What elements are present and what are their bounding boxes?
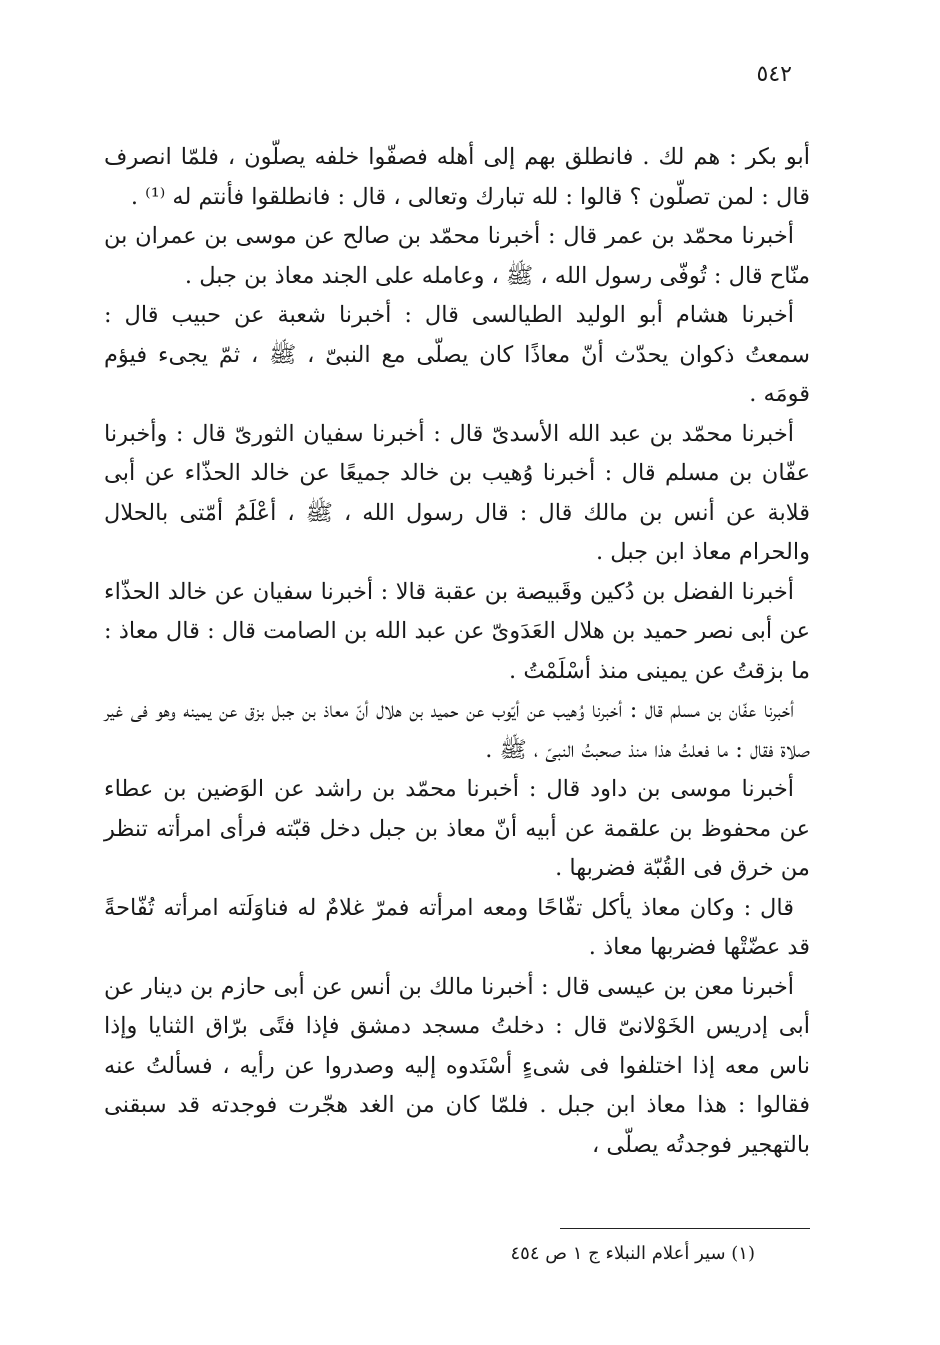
main-text <box>104 138 810 1165</box>
paragraph-1: أبو بكر : هم لك . فانطلق بهم إلى أهله فصفّوا خلفه يصلّون ، فلمّا انصرف قال : لمن تصلّون ؟ قالوا : لله تبارك وتعالى ، قال : فانطلقوا فأنتم له ⁽¹⁾ . <box>104 144 810 210</box>
paragraph-3: أخبرنا هشام أبو الوليد الطيالسى قال : أخبرنا شعبة عن حبيب قال : سمعتُ ذكوان يحدّث أنّ معاذًا كان يصلّى مع النبىّ ، ﷺ ، ثمّ يجىء فيؤم قومَه . <box>104 302 810 407</box>
paragraph-8: قال : وكان معاذ يأكل تفّاحًا ومعه امرأته فمرّ غلامٌ له فناوَلَته امرأته تُفّاحةً قد عضّتْها فضربها معاذ . <box>104 894 810 960</box>
footnote: (١) سير أعلام النبلاء ج ١ ص ٤٥٤ <box>510 1243 755 1264</box>
paragraph-2: أخبرنا محمّد بن عمر قال : أخبرنا محمّد بن صالح عن موسى بن عمران بن منّاح قال : تُوفّى رسول الله ، ﷺ ، وعامله على الجند معاذ بن جبل . <box>104 223 810 289</box>
paragraph-5: أخبرنا الفضل بن دُكين وقَبيصة بن عقبة قالا : أخبرنا سفيان عن خالد الحذّاء عن أبى نصر حميد بن هلال العَدَوىّ عن عبد الله بن الصامت قال : قال معاذ : ما بزقتُ عن يمينى منذ أسْلَمْتُ . <box>104 578 810 684</box>
footnote-divider <box>560 1228 810 1229</box>
paragraph-4: أخبرنا محمّد بن عبد الله الأسدىّ قال : أخبرنا سفيان الثورىّ قال : وأخبرنا عفّان بن مسلم قال : أخبرنا وُهيب بن خالد جميعًا عن خالد الحذّاء عن أبى قلابة عن أنس بن مالك قال : قال رسول الله ، ﷺ ، أعْلَمُ أمّتى بالحلال والحرام معاذ ابن جبل . <box>104 420 810 565</box>
paragraph-6: أخبرنا عفّان بن مسلم قال : أخبرنا وُهيب عن أيّوب عن حميد بن هلال أنّ معاذ بن جبل بزق عن يمينه وهو فى غير صلاة فقال : ما فعلتُ هذا منذ صحبتُ النبىّ ، ﷺ . <box>104 697 810 763</box>
page-number: ٥٤٢ <box>756 62 792 87</box>
paragraph-9: أخبرنا معن بن عيسى قال : أخبرنا مالك بن أنس عن أبى حازم بن دينار عن أبى إدريس الخَوْلانىّ قال : دخلتُ مسجد دمشق فإذا فتًى برّاق الثنايا وإذا ناس معه إذا اختلفوا فى شىءٍ أسْنَدوه إليه وصدروا عن رأيه ، فسألتُ عنه فقالوا : هذا معاذ ابن جبل . فلمّا كان من الغد هجّرت فوجدته قد سبقنى بالتهجير فوجدتُه يصلّى ، <box>104 973 810 1158</box>
paragraph-7: أخبرنا موسى بن داود قال : أخبرنا محمّد بن راشد عن الوَضين بن عطاء عن محفوظ بن علقمة عن أبيه أنّ معاذ بن جبل دخل قبّته فرأى امرأته تنظر من خرق فى القُبّة فضربها . <box>104 776 810 881</box>
